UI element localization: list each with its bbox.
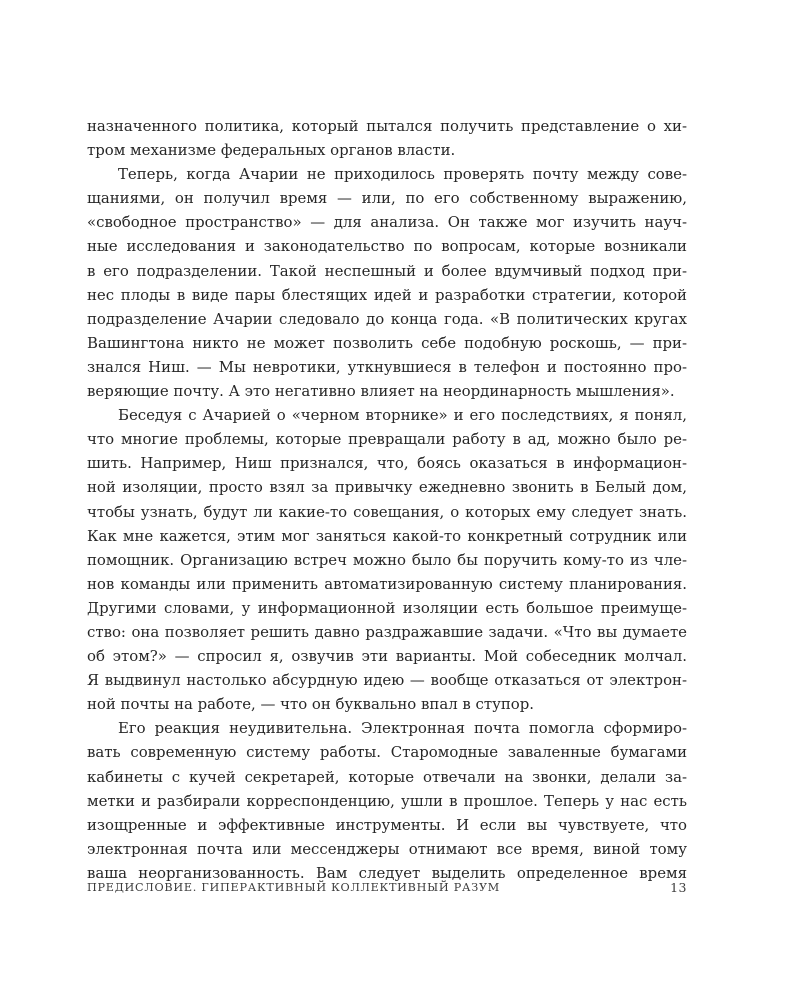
text-line: что многие проблемы, которые превращали работу в ад, можно было ре- [87,430,687,449]
text-line: веряющие почту. А это негативно влияет на неординарность мышления». [87,382,675,401]
text-line: ство: она позволяет решить давно раздражавшие задачи. «Что вы думаете [87,622,687,641]
text-line: Беседуя с Ачарией о «черном вторнике» и его последствиях, я понял, [118,406,687,425]
text-line: шить. Например, Ниш признался, что, боясь оказаться в информацион- [87,454,687,473]
text-line: тром механизме федеральных органов власти. [87,141,456,160]
text-line: Другими словами, у информационной изоляции есть большое преимуще- [87,598,687,617]
text-line: в его подразделении. Такой неспешный и более вдумчивый подход при- [87,261,687,280]
text-line: об этом?» — спросил я, озвучив эти варианты. Мой собеседник молчал. [87,647,687,666]
text-line: нов команды или применить автоматизированную систему планирования. [87,574,687,593]
text-line: знался Ниш. — Мы невротики, уткнувшиеся в телефон и постоянно про- [87,357,687,376]
text-line: ные исследования и законодательство по вопросам, которые возникали [87,237,687,256]
page-number: 13 [670,880,687,895]
page-footer [87,878,687,898]
text-line: помощник. Организацию встреч можно было бы поручить кому-то из чле- [87,550,687,569]
text-line: Как мне кажется, этим мог заняться какой-то конкретный сотрудник или [87,526,687,545]
body-text [87,114,687,885]
text-line: Я выдвинул настолько абсурдную идею — вообще отказаться от электрон- [87,671,687,690]
text-line: Теперь, когда Ачарии не приходилось проверять почту между сове- [118,165,687,184]
running-title: ПРЕДИСЛОВИЕ. ГИПЕРАКТИВНЫЙ КОЛЛЕКТИВНЫЙ РАЗУМ [87,881,500,894]
text-line: Вашингтона никто не может позволить себе подобную роскошь, — при- [87,333,687,352]
text-line: чтобы узнать, будут ли какие-то совещания, о которых ему следует знать. [87,502,687,521]
text-line: нес плоды в виде пары блестящих идей и разработки стратегии, которой [87,285,687,304]
text-line: ной изоляции, просто взял за привычку ежедневно звонить в Белый дом, [87,478,687,497]
text-line: Его реакция неудивительна. Электронная почта помогла сформиро- [118,719,687,738]
text-line: назначенного политика, который пытался получить представление о хи- [87,117,687,135]
text-line: вать современную систему работы. Старомодные заваленные бумагами [87,743,687,762]
text-line: «свободное пространство» — для анализа. Он также мог изучить науч- [87,213,687,232]
text-line: ной почты на работе, — что он буквально впал в ступор. [87,695,534,714]
text-line: щаниями, он получил время — или, по его собственному выражению, [87,189,687,208]
text-line: ваша неорганизованность. Вам следует выделить определенное время [87,863,687,882]
text-line: метки и разбирали корреспонденцию, ушли в прошлое. Теперь у нас есть [87,791,687,810]
text-line: подразделение Ачарии следовало до конца года. «В политических кругах [87,309,687,328]
text-line: кабинеты с кучей секретарей, которые отвечали на звонки, делали за- [87,767,687,786]
text-line: изощренные и эффективные инструменты. И если вы чувствуете, что [87,815,687,834]
text-line: электронная почта или мессенджеры отнимают все время, виной тому [87,839,687,858]
